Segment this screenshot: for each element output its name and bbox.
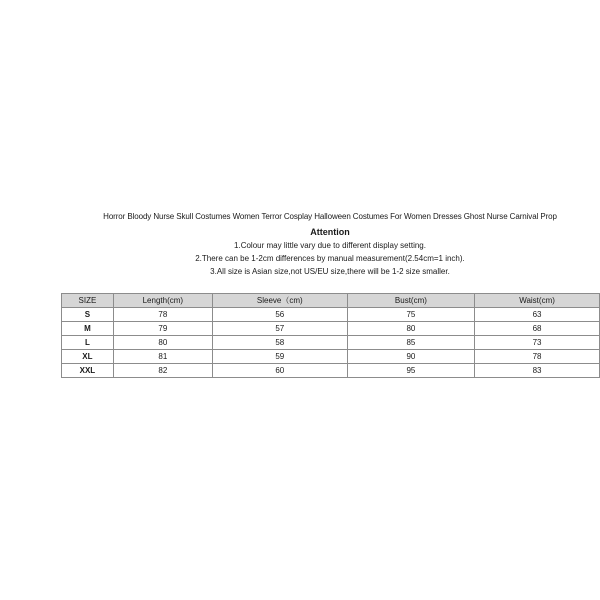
cell-waist: 73 (475, 336, 600, 350)
cell-size: XL (62, 350, 114, 364)
cell-bust: 75 (347, 308, 474, 322)
cell-length: 81 (113, 350, 212, 364)
cell-size: M (62, 322, 114, 336)
table-header-row (62, 294, 600, 308)
cell-sleeve: 58 (212, 336, 347, 350)
cell-sleeve: 57 (212, 322, 347, 336)
table-row (62, 308, 600, 322)
header-sleeve: Sleeve（cm) (212, 294, 347, 308)
cell-waist: 83 (475, 364, 600, 378)
note-line-2: 2.There can be 1-2cm differences by manual measurement(2.54cm=1 inch). (195, 254, 465, 263)
table-row (62, 350, 600, 364)
table-row (62, 336, 600, 350)
cell-waist: 78 (475, 350, 600, 364)
cell-bust: 90 (347, 350, 474, 364)
header-length: Length(cm) (113, 294, 212, 308)
header-size: SIZE (62, 294, 114, 308)
cell-length: 79 (113, 322, 212, 336)
cell-bust: 95 (347, 364, 474, 378)
table-row (62, 364, 600, 378)
cell-sleeve: 59 (212, 350, 347, 364)
note-line-3: 3.All size is Asian size,not US/EU size,there will be 1-2 size smaller. (210, 267, 450, 276)
cell-waist: 68 (475, 322, 600, 336)
header-waist: Waist(cm) (475, 294, 600, 308)
cell-bust: 80 (347, 322, 474, 336)
cell-length: 80 (113, 336, 212, 350)
attention-heading: Attention (310, 227, 350, 237)
cell-length: 78 (113, 308, 212, 322)
cell-length: 82 (113, 364, 212, 378)
product-title: Horror Bloody Nurse Skull Costumes Women Terror Cosplay Halloween Costumes For Women Dresses Ghost Nurse Carnival Prop (103, 212, 557, 221)
cell-bust: 85 (347, 336, 474, 350)
cell-size: XXL (62, 364, 114, 378)
cell-sleeve: 56 (212, 308, 347, 322)
table-row (62, 322, 600, 336)
cell-waist: 63 (475, 308, 600, 322)
header-block (0, 211, 600, 278)
cell-size: L (62, 336, 114, 350)
cell-size: S (62, 308, 114, 322)
note-line-1: 1.Colour may little vary due to different display setting. (234, 241, 426, 250)
header-bust: Bust(cm) (347, 294, 474, 308)
size-table (61, 293, 600, 378)
cell-sleeve: 60 (212, 364, 347, 378)
